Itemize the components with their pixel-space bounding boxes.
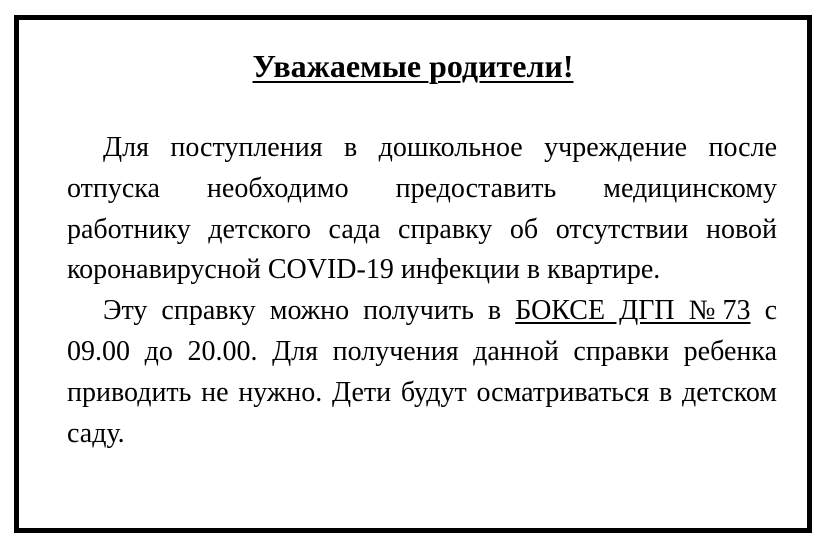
notice-frame [14,15,812,533]
notice-paragraph-2 [67,291,777,454]
notice-paragraph-1: Для поступления в дошкольное учреждение после отпуска необходимо предоставить медицинскому работнику детского сада справку об отсутствии новой коронавирусной COVID-19 инфекции в квартире. [67,132,777,286]
clinic-location: БОКСЕ ДГП №73 [515,295,751,327]
paragraph-2-rest: с 09.00 до 20.00. Для получения данной справки ребенка приводить не нужно. Дети будут осматриваться в детском саду. [67,295,777,449]
notice-title-text: Уважаемые родители! [252,48,574,84]
notice-body [67,128,777,454]
notice-title [19,48,807,84]
paragraph-2-intro: Эту справку можно получить в [103,295,516,327]
